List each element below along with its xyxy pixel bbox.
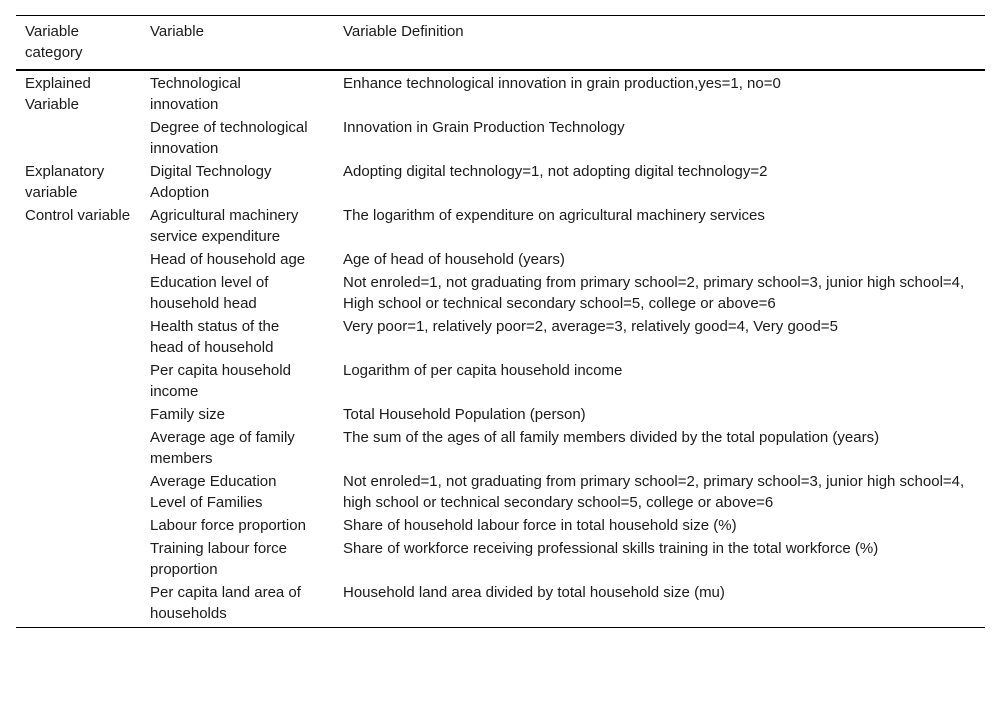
cell-variable: Training labour force proportion — [150, 540, 288, 578]
cell-variable: Health status of the head of household — [150, 318, 280, 356]
cell-category — [16, 514, 141, 537]
cell-category — [16, 426, 141, 470]
cell-definition: The sum of the ages of all family members divided by the total population (years) — [343, 429, 880, 446]
cell-definition: Household land area divided by total household size (mu) — [343, 584, 725, 601]
cell-variable: Per capita household income — [150, 362, 291, 400]
cell-definition: Adopting digital technology=1, not adopting digital technology=2 — [343, 163, 768, 180]
table-row — [16, 403, 985, 426]
cell-category — [16, 359, 141, 403]
header-variable: Variable — [150, 23, 204, 40]
cell-definition: Total Household Population (person) — [343, 406, 586, 423]
cell-definition: Share of household labour force in total household size (%) — [343, 517, 737, 534]
table-row — [16, 426, 985, 470]
table-row — [16, 359, 985, 403]
table-body — [16, 70, 985, 628]
cell-definition: The logarithm of expenditure on agricultural machinery services — [343, 207, 765, 224]
cell-category: Explanatory variable — [25, 163, 105, 201]
cell-category — [16, 271, 141, 315]
cell-category — [16, 470, 141, 514]
cell-definition: Enhance technological innovation in grain production,yes=1, no=0 — [343, 75, 781, 92]
variable-definition-table — [16, 15, 985, 628]
cell-category: Explained Variable — [25, 75, 91, 113]
cell-variable: Agricultural machinery service expenditure — [150, 207, 299, 245]
cell-variable: Digital Technology Adoption — [150, 163, 272, 201]
table-row — [16, 271, 985, 315]
header-variable-category: Variable category — [25, 23, 83, 61]
cell-variable: Technological innovation — [150, 75, 241, 113]
cell-variable: Family size — [150, 406, 226, 423]
cell-definition: Age of head of household (years) — [343, 251, 565, 268]
cell-definition: Innovation in Grain Production Technology — [343, 119, 625, 136]
table-header — [16, 16, 985, 71]
table-row — [16, 315, 985, 359]
header-variable-definition: Variable Definition — [343, 23, 464, 40]
cell-definition: Very poor=1, relatively poor=2, average=3, relatively good=4, Very good=5 — [343, 318, 838, 335]
table-row — [16, 581, 985, 628]
table-row — [16, 116, 985, 160]
table-row — [16, 470, 985, 514]
cell-variable: Average Education Level of Families — [150, 473, 277, 511]
table-row — [16, 160, 985, 204]
cell-variable: Education level of household head — [150, 274, 269, 312]
cell-definition: Share of workforce receiving professional skills training in the total workforce (%) — [343, 540, 879, 557]
cell-category — [16, 537, 141, 581]
cell-variable: Degree of technological innovation — [150, 119, 308, 157]
cell-category — [16, 581, 141, 628]
table-row — [16, 204, 985, 248]
table-row — [16, 70, 985, 116]
cell-category — [16, 315, 141, 359]
cell-variable: Labour force proportion — [150, 517, 306, 534]
cell-variable: Head of household age — [150, 251, 306, 268]
cell-category — [16, 248, 141, 271]
table-row — [16, 514, 985, 537]
cell-variable: Per capita land area of households — [150, 584, 301, 622]
cell-definition: Not enroled=1, not graduating from primary school=2, primary school=3, junior high school=4, high school or technical secondary school=5, college or above=6 — [343, 473, 965, 511]
table-row — [16, 248, 985, 271]
cell-category — [16, 403, 141, 426]
cell-definition: Logarithm of per capita household income — [343, 362, 623, 379]
cell-category: Control variable — [25, 207, 131, 224]
table-row — [16, 537, 985, 581]
cell-category — [16, 116, 141, 160]
cell-variable: Average age of family members — [150, 429, 295, 467]
header-row — [16, 16, 985, 71]
cell-definition: Not enroled=1, not graduating from primary school=2, primary school=3, junior high school=4, High school or technical secondary school=5, college or above=6 — [343, 274, 965, 312]
